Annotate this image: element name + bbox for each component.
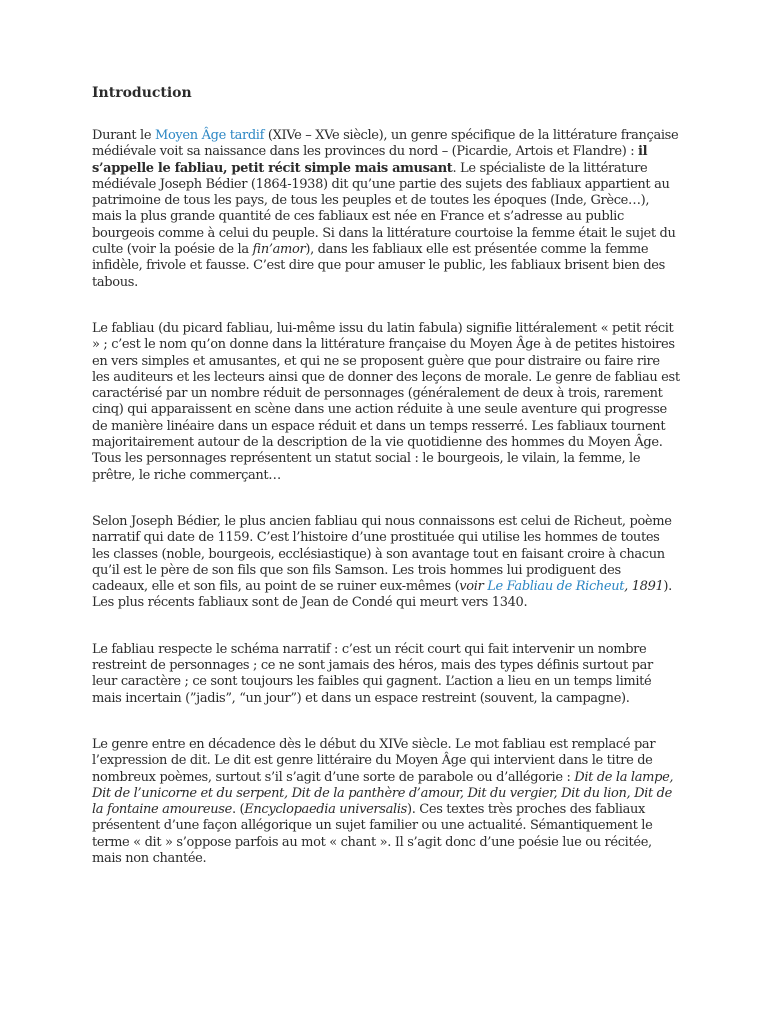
- p5-italic-source: Encyclopaedia universalis: [244, 802, 407, 818]
- section-heading: Introduction: [92, 85, 192, 101]
- paragraph-3: [92, 514, 680, 612]
- moyen-age-tardif-link[interactable]: Moyen Âge tardif: [154, 128, 265, 143]
- p1-text-4: ), dans les fabliaux elle est présentée comme la femme infidèle, frivole et fausse. C’est dire que pour amuser le public, les fabliaux brisent bien des tabous.: [92, 242, 665, 290]
- p1-text-3: . Le spécialiste de la littérature médiévale Joseph Bédier (1864-1938) dit qu’une partie des sujets des fabliaux appartient au patrimoine de tous les pays, de tous les peuples et de toutes les époques (Inde, Grèce…), mais la plus grande quantité de ces fabliaux est née en France et s’adresse au public bourgeois comme à celui du peuple. Si dans la littérature courtoise la femme était le sujet du culte (voir la poésie de la: [92, 160, 676, 258]
- p1-text-2: (XIVe – XVe siècle), un genre spécifique de la littérature française médiévale voit sa naissance dans les provinces du nord – (Picardie, Artois et Flandre) :: [92, 128, 679, 160]
- p3-text-1: Selon Joseph Bédier, le plus ancien fabliau qui nous connaissons est celui de Richeut, poème narratif qui date de 1159. C’est l’histoire d’une prostituée qui utilise les hommes de toutes les classes (noble, bourgeois, ecclésiastique) à son avantage tout en faisant croire à chacun qu’il est le père de son fils que son fils Samson. Les trois hommes lui prodiguent des cadeaux, elle et son fils, au point de se ruiner eux-mêmes (: [92, 513, 672, 595]
- p1-italic-text: fin’amor: [252, 242, 306, 258]
- p3-link-text: Le Fabliau de Richeut: [487, 579, 625, 595]
- p1-text-1: Durant le: [92, 128, 155, 143]
- paragraph-5: [92, 737, 680, 867]
- p1-bold-text: il s’appelle le fabliau, petit récit simple mais amusant: [92, 144, 648, 176]
- p5-text-2: . (: [231, 802, 245, 818]
- p5-text-3: ). Ces textes très proches des fabliaux présentent d’une façon allégorique un sujet familier ou une actualité. Sémantiquement le terme « dit » s’oppose parfois au mot « chant ». Il s’agit donc d’une poésie lue ou récitée, mais non chantée.: [92, 802, 653, 866]
- paragraph-2: Le fabliau (du picard fabliau, lui-même issu du latin fabula) signifie littéralement « petit récit » ; c’est le nom qu’on donne dans la littérature française du Moyen Âge à de petites histoires en vers simples et amusantes, et qui ne se proposent guère que pour distraire ou faire rire les auditeurs et les lecteurs ainsi que de donner des leçons de morale. Le genre de fabliau est caractérisé par un nombre réduit de personnages (généralement de deux à trois, rarement cinq) qui apparaissent en scène dans une action réduite à une seule aventure qui progresse de manière linéaire dans un espace réduit et dans un temps resserré. Les fabliaux tournent majoritairement autour de la description de la vie quotidienne des hommes du Moyen Âge. Tous les personnages représentent un statut social : le bourgeois, le vilain, la femme, le prêtre, le riche commerçant…: [92, 320, 680, 483]
- article-body: [92, 85, 680, 897]
- p3-italic-year: , 1891: [624, 579, 664, 595]
- paragraph-1: [92, 128, 680, 291]
- p5-italic-titles: Dit de la lampe, Dit de l’unicorne et du serpent, Dit de la panthère d’amour, Dit du vergier, Dit du lion, Dit de la fontaine amoureuse: [92, 769, 674, 818]
- p5-text-1: Le genre entre en décadence dès le début du XIVe siècle. Le mot fabliau est remplacé par l’expression de dit. Le dit est genre littéraire du Moyen Âge qui intervient dans le titre de nombreux poèmes, surtout s’il s’agit d’une sorte de parabole ou d’allégorie :: [92, 736, 656, 785]
- p3-italic-voir: voir: [459, 579, 488, 595]
- fabliau-de-richeut-link[interactable]: [487, 579, 624, 594]
- paragraph-4: Le fabliau respecte le schéma narratif : c’est un récit court qui fait intervenir un nombre restreint de personnages ; ce ne sont jamais des héros, mais des types définis surtout par leur caractère ; ce sont toujours les faibles qui gagnent. L’action a lieu en un temps limité mais incertain (”jadis”, “un jour”) et dans un espace restreint (souvent, la campagne).: [92, 641, 653, 706]
- p3-text-2: ). Les plus récents fabliaux sont de Jean de Condé qui meurt vers 1340.: [92, 579, 672, 611]
